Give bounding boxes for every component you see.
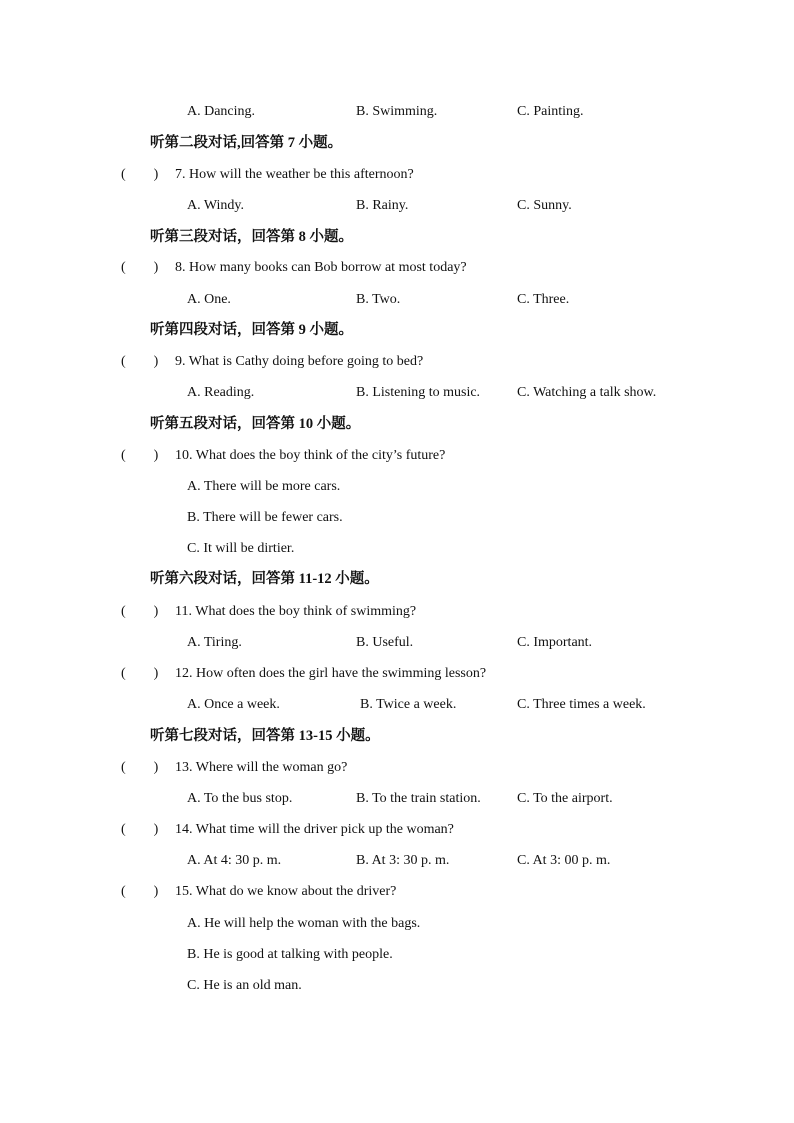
question-text: 11. What does the boy think of swimming? [175, 604, 417, 619]
option-a: A. He will help the woman with the bags. [187, 916, 421, 931]
section-heading: 听第三段对话，回答第 8 小题。 [150, 229, 353, 245]
section-heading: 听第二段对话,回答第 7 小题。 [150, 135, 343, 151]
option-a: A. Tiring. [187, 635, 242, 650]
option-b: B. Useful. [356, 635, 414, 650]
answer-blank: ( ) [121, 884, 159, 899]
option-c: C. At 3: 00 p. m. [517, 853, 611, 868]
section-heading: 听第六段对话，回答第 11-12 小题。 [150, 571, 379, 587]
option-a: A. There will be more cars. [187, 479, 341, 494]
option-b: B. There will be fewer cars. [187, 510, 343, 525]
option-b: B. At 3: 30 p. m. [356, 853, 450, 868]
question-text: 9. What is Cathy doing before going to bed? [175, 354, 424, 369]
option-b: B. Two. [356, 292, 401, 307]
option-b: B. To the train station. [356, 791, 481, 806]
option-a: A. Dancing. [187, 104, 256, 119]
answer-blank: ( ) [121, 604, 159, 619]
question-text: 10. What does the boy think of the city’s future? [175, 448, 446, 463]
option-b: B. Rainy. [356, 198, 409, 213]
option-a: A. Reading. [187, 385, 255, 400]
option-c: C. He is an old man. [187, 978, 302, 993]
option-a: A. One. [187, 292, 231, 307]
option-c: C. Three. [517, 292, 570, 307]
option-c: C. Three times a week. [517, 697, 646, 712]
option-c: C. Watching a talk show. [517, 385, 657, 400]
answer-blank: ( ) [121, 822, 159, 837]
answer-blank: ( ) [121, 448, 159, 463]
question-text: 15. What do we know about the driver? [175, 884, 397, 899]
option-a: A. At 4: 30 p. m. [187, 853, 282, 868]
answer-blank: ( ) [121, 666, 159, 681]
answer-blank: ( ) [121, 760, 159, 775]
question-text: 12. How often does the girl have the swimming lesson? [175, 666, 487, 681]
option-b: B. Twice a week. [360, 697, 457, 712]
option-b: B. Swimming. [356, 104, 438, 119]
option-c: C. Painting. [517, 104, 584, 119]
answer-blank: ( ) [121, 354, 159, 369]
answer-blank: ( ) [121, 260, 159, 275]
answer-blank: ( ) [121, 167, 159, 182]
section-heading: 听第四段对话，回答第 9 小题。 [150, 322, 353, 338]
option-a: A. Once a week. [187, 697, 280, 712]
option-b: B. He is good at talking with people. [187, 947, 393, 962]
section-heading: 听第五段对话，回答第 10 小题。 [150, 416, 361, 432]
option-c: C. Sunny. [517, 198, 572, 213]
question-text: 7. How will the weather be this afternoon? [175, 167, 414, 182]
option-a: A. Windy. [187, 198, 244, 213]
option-b: B. Listening to music. [356, 385, 481, 400]
option-a: A. To the bus stop. [187, 791, 293, 806]
option-c: C. Important. [517, 635, 593, 650]
question-text: 13. Where will the woman go? [175, 760, 348, 775]
option-c: C. It will be dirtier. [187, 541, 295, 556]
option-c: C. To the airport. [517, 791, 613, 806]
question-text: 8. How many books can Bob borrow at most today? [175, 260, 467, 275]
question-text: 14. What time will the driver pick up the woman? [175, 822, 454, 837]
section-heading: 听第七段对话，回答第 13-15 小题。 [150, 728, 380, 744]
